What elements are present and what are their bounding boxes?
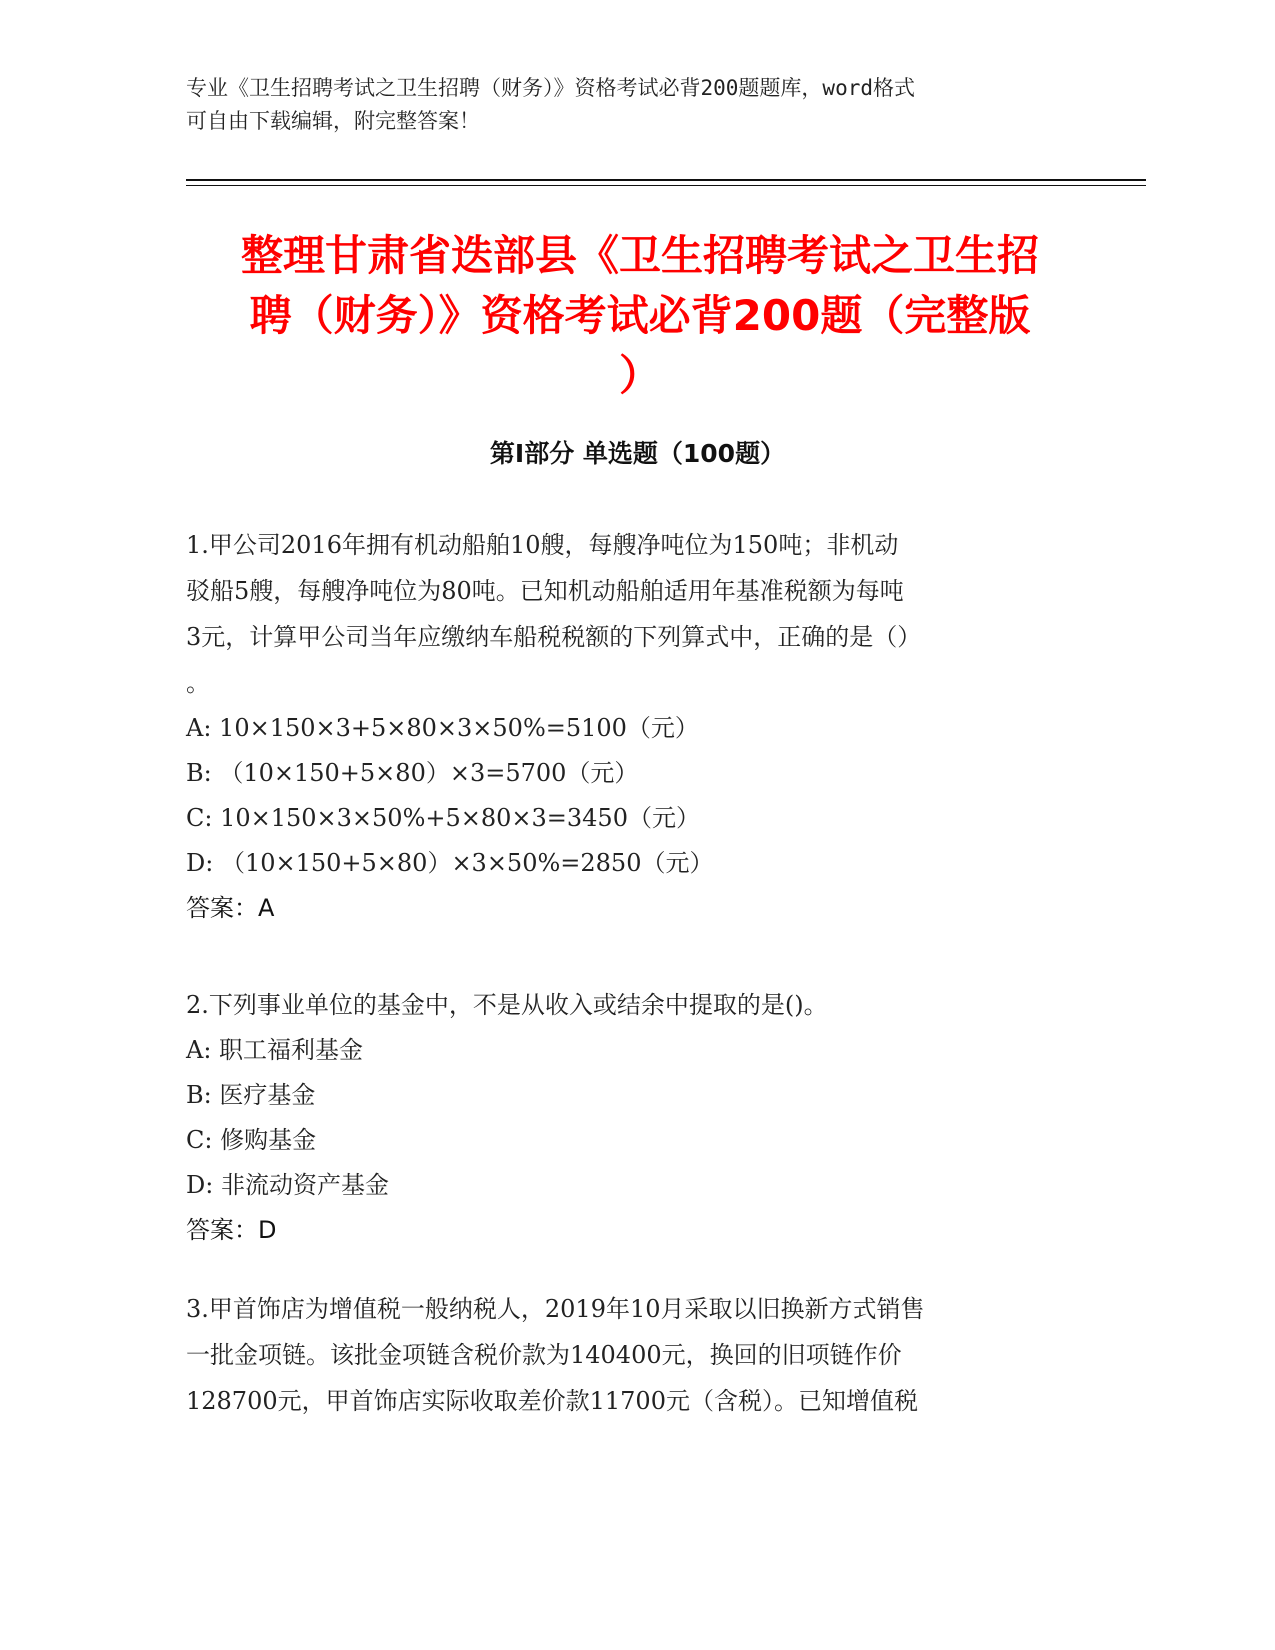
- option-b: B: （10×150+5×80）×3=5700（元）: [186, 759, 639, 787]
- question-stem-line: 1.甲公司2016年拥有机动船舶10艘，每艘净吨位为150吨；非机动: [186, 531, 899, 559]
- question-stem-line: 3.甲首饰店为增值税一般纳税人，2019年10月采取以旧换新方式销售: [186, 1295, 925, 1323]
- question-stem-line: 。: [186, 669, 210, 697]
- question-stem-line: 128700元，甲首饰店实际收取差价款11700元（含税）。已知增值税: [186, 1387, 918, 1415]
- question-stem-line: 2.下列事业单位的基金中，不是从收入或结余中提取的是()。: [186, 991, 828, 1019]
- answer-label: 答案：D: [186, 1216, 277, 1244]
- document-title: [190, 226, 1090, 406]
- option-c: C: 修购基金: [186, 1126, 317, 1154]
- header-divider-thick: [186, 179, 1146, 181]
- title-line-1: 整理甘肃省迭部县《卫生招聘考试之卫生招: [240, 231, 1039, 280]
- title-line-3: ）: [618, 351, 661, 400]
- option-d: D: （10×150+5×80）×3×50%=2850（元）: [186, 849, 714, 877]
- option-a: A: 职工福利基金: [186, 1036, 364, 1064]
- header-note-line-1: 专业《卫生招聘考试之卫生招聘（财务）》资格考试必背200题题库，word格式: [186, 76, 915, 100]
- question-2: [186, 982, 1066, 1253]
- option-a: A: 10×150×3+5×80×3×50%=5100（元）: [186, 714, 699, 742]
- header-divider-thin: [186, 185, 1146, 186]
- option-c: C: 10×150×3×50%+5×80×3=3450（元）: [186, 804, 700, 832]
- title-line-2: 聘（财务）》资格考试必背200题（完整版: [249, 291, 1031, 340]
- question-stem-line: 驳船5艘，每艘净吨位为80吨。已知机动船舶适用年基准税额为每吨: [186, 577, 904, 605]
- answer-label: 答案：A: [186, 894, 275, 922]
- header-note-line-2: 可自由下载编辑，附完整答案！: [186, 109, 480, 133]
- option-d: D: 非流动资产基金: [186, 1171, 389, 1199]
- option-b: B: 医疗基金: [186, 1081, 316, 1109]
- section-heading: 第I部分 单选题（100题）: [489, 439, 786, 468]
- question-3: [186, 1286, 1066, 1424]
- question-1: [186, 522, 1066, 931]
- header-note: [186, 72, 1086, 138]
- question-stem-line: 3元，计算甲公司当年应缴纳车船税税额的下列算式中，正确的是（）: [186, 623, 922, 651]
- question-stem-line: 一批金项链。该批金项链含税价款为140400元，换回的旧项链作价: [186, 1341, 902, 1369]
